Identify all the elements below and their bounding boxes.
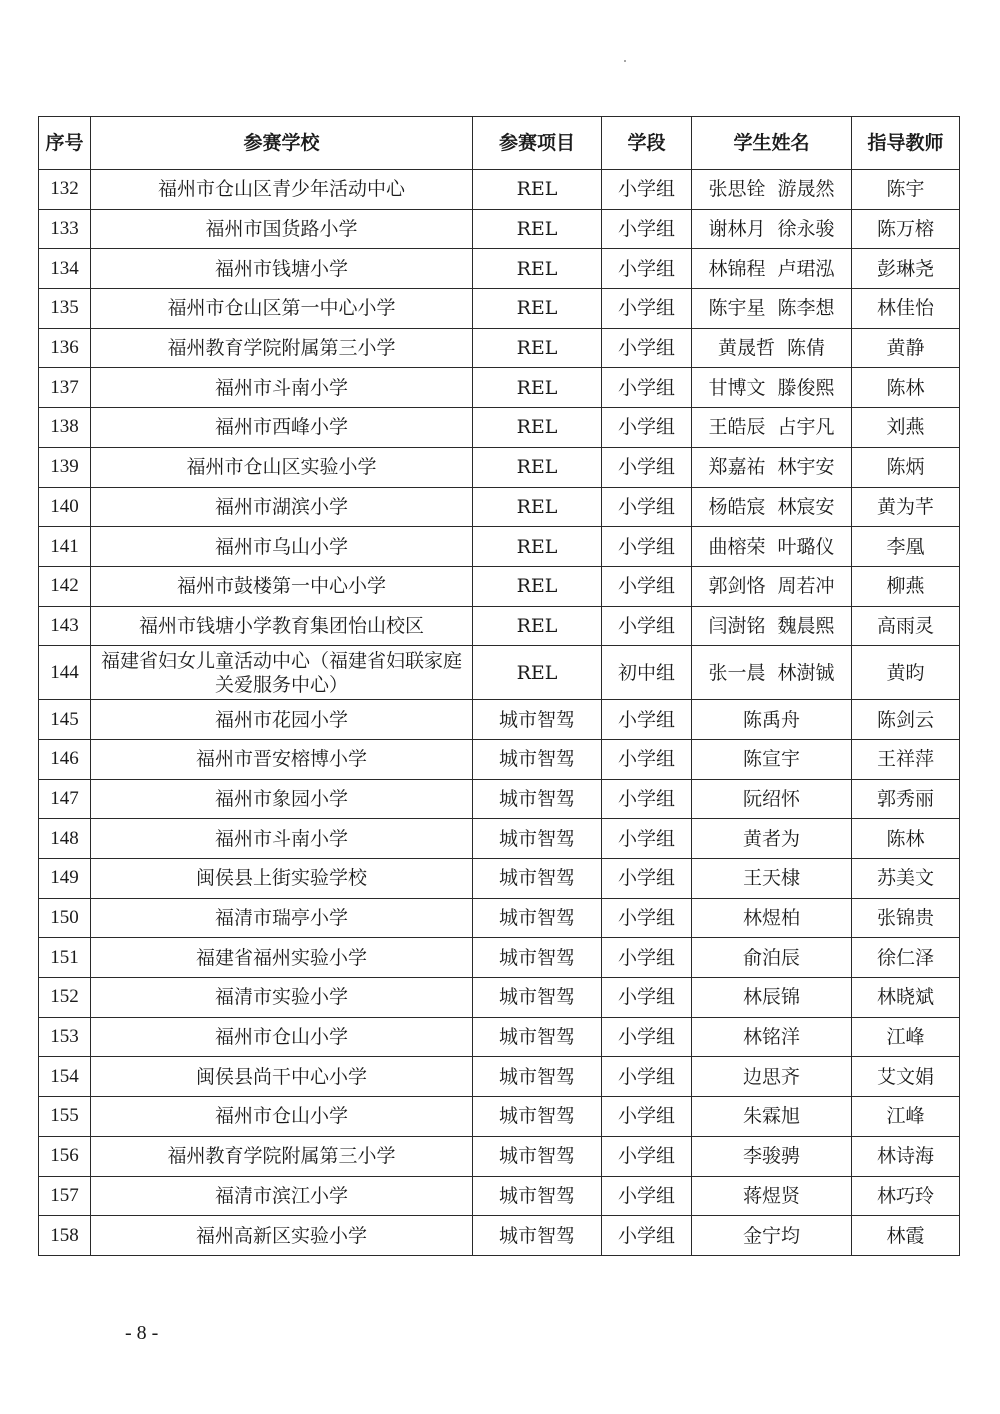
table-row	[39, 368, 960, 408]
cell-teacher: 艾文娟	[852, 1057, 960, 1097]
cell-project: REL	[473, 527, 602, 567]
cell-project: 城市智驾	[473, 1176, 602, 1216]
cell-index: 139	[39, 447, 91, 487]
cell-teacher: 陈万榕	[852, 209, 960, 249]
cell-students: 陈宣宇	[692, 739, 852, 779]
cell-teacher: 陈宇	[852, 170, 960, 210]
cell-stage: 小学组	[602, 1057, 692, 1097]
scan-speck	[624, 60, 626, 62]
table-row	[39, 700, 960, 740]
table-row	[39, 447, 960, 487]
table-row	[39, 170, 960, 210]
cell-index: 133	[39, 209, 91, 249]
table-row	[39, 328, 960, 368]
cell-stage: 小学组	[602, 368, 692, 408]
cell-index: 136	[39, 328, 91, 368]
cell-index: 156	[39, 1136, 91, 1176]
cell-students: 林铭洋	[692, 1017, 852, 1057]
cell-students: 王天棣	[692, 859, 852, 899]
cell-students: 阮绍怀	[692, 779, 852, 819]
cell-project: 城市智驾	[473, 859, 602, 899]
cell-project: REL	[473, 368, 602, 408]
cell-teacher: 陈剑云	[852, 700, 960, 740]
cell-students: 朱霖旭	[692, 1097, 852, 1137]
cell-teacher: 江峰	[852, 1017, 960, 1057]
cell-stage: 小学组	[602, 1216, 692, 1256]
table-row	[39, 566, 960, 606]
cell-students: 林辰锦	[692, 978, 852, 1018]
table-row	[39, 978, 960, 1018]
cell-school: 闽侯县上街实验学校	[91, 859, 473, 899]
cell-school: 福清市实验小学	[91, 978, 473, 1018]
cell-project: 城市智驾	[473, 700, 602, 740]
cell-index: 153	[39, 1017, 91, 1057]
cell-school: 福清市瑞亭小学	[91, 898, 473, 938]
cell-index: 135	[39, 289, 91, 329]
cell-stage: 小学组	[602, 1097, 692, 1137]
header-school: 参赛学校	[91, 117, 473, 170]
cell-index: 144	[39, 646, 91, 700]
cell-students: 陈宇星 陈李想	[692, 289, 852, 329]
cell-project: REL	[473, 646, 602, 700]
cell-school: 福州教育学院附属第三小学	[91, 328, 473, 368]
cell-students: 李骏骋	[692, 1136, 852, 1176]
cell-teacher: 黄静	[852, 328, 960, 368]
cell-school: 福清市滨江小学	[91, 1176, 473, 1216]
cell-school: 福州市象园小学	[91, 779, 473, 819]
cell-stage: 小学组	[602, 1176, 692, 1216]
cell-teacher: 江峰	[852, 1097, 960, 1137]
cell-index: 155	[39, 1097, 91, 1137]
cell-teacher: 林佳怡	[852, 289, 960, 329]
table-row	[39, 646, 960, 700]
cell-students: 曲榕荣 叶璐仪	[692, 527, 852, 567]
cell-teacher: 高雨灵	[852, 606, 960, 646]
cell-school: 福州市钱塘小学	[91, 249, 473, 289]
table-row	[39, 527, 960, 567]
header-teacher: 指导教师	[852, 117, 960, 170]
cell-students: 林锦程 卢珺泓	[692, 249, 852, 289]
cell-stage: 小学组	[602, 566, 692, 606]
cell-school: 福州市乌山小学	[91, 527, 473, 567]
cell-index: 145	[39, 700, 91, 740]
cell-teacher: 林晓斌	[852, 978, 960, 1018]
table-row	[39, 938, 960, 978]
cell-students: 王皓辰 占宇凡	[692, 408, 852, 448]
cell-school: 福州市花园小学	[91, 700, 473, 740]
cell-school: 福州市仓山区第一中心小学	[91, 289, 473, 329]
cell-students: 杨皓宸 林宸安	[692, 487, 852, 527]
table-row	[39, 859, 960, 899]
cell-school: 福州市钱塘小学教育集团怡山校区	[91, 606, 473, 646]
cell-project: 城市智驾	[473, 978, 602, 1018]
cell-index: 152	[39, 978, 91, 1018]
cell-school: 福建省妇女儿童活动中心（福建省妇联家庭关爱服务中心）	[91, 646, 473, 700]
cell-index: 132	[39, 170, 91, 210]
cell-project: 城市智驾	[473, 898, 602, 938]
cell-index: 141	[39, 527, 91, 567]
cell-students: 边思齐	[692, 1057, 852, 1097]
cell-teacher: 李凰	[852, 527, 960, 567]
header-stage: 学段	[602, 117, 692, 170]
cell-school: 福州市西峰小学	[91, 408, 473, 448]
cell-stage: 小学组	[602, 1136, 692, 1176]
cell-school: 福州高新区实验小学	[91, 1216, 473, 1256]
cell-teacher: 林诗海	[852, 1136, 960, 1176]
cell-students: 郭剑恪 周若冲	[692, 566, 852, 606]
cell-school: 福州市斗南小学	[91, 368, 473, 408]
cell-index: 142	[39, 566, 91, 606]
table-row	[39, 408, 960, 448]
cell-index: 138	[39, 408, 91, 448]
cell-school: 福州市仓山区实验小学	[91, 447, 473, 487]
cell-teacher: 柳燕	[852, 566, 960, 606]
cell-stage: 小学组	[602, 606, 692, 646]
table-header-row	[39, 117, 960, 170]
header-students: 学生姓名	[692, 117, 852, 170]
cell-school: 福州市斗南小学	[91, 819, 473, 859]
table-row	[39, 487, 960, 527]
cell-stage: 小学组	[602, 779, 692, 819]
cell-teacher: 黄为芊	[852, 487, 960, 527]
cell-students: 谢林月 徐永骏	[692, 209, 852, 249]
cell-school: 福州市仓山区青少年活动中心	[91, 170, 473, 210]
cell-stage: 小学组	[602, 249, 692, 289]
cell-teacher: 彭琳尧	[852, 249, 960, 289]
cell-project: 城市智驾	[473, 1136, 602, 1176]
cell-project: 城市智驾	[473, 1057, 602, 1097]
cell-students: 黄晟哲 陈倩	[692, 328, 852, 368]
page-number: - 8 -	[125, 1322, 159, 1344]
table-row	[39, 779, 960, 819]
cell-teacher: 郭秀丽	[852, 779, 960, 819]
cell-project: REL	[473, 249, 602, 289]
cell-teacher: 黄昀	[852, 646, 960, 700]
cell-index: 151	[39, 938, 91, 978]
cell-school: 福州市仓山小学	[91, 1097, 473, 1137]
cell-project: 城市智驾	[473, 1017, 602, 1057]
cell-school: 福州市仓山小学	[91, 1017, 473, 1057]
cell-index: 154	[39, 1057, 91, 1097]
cell-teacher: 张锦贵	[852, 898, 960, 938]
cell-teacher: 徐仁泽	[852, 938, 960, 978]
cell-index: 137	[39, 368, 91, 408]
header-index: 序号	[39, 117, 91, 170]
cell-stage: 小学组	[602, 1017, 692, 1057]
table-row	[39, 1136, 960, 1176]
cell-students: 张思铨 游晟然	[692, 170, 852, 210]
cell-students: 郑嘉祐 林宇安	[692, 447, 852, 487]
table-row	[39, 289, 960, 329]
table-row	[39, 819, 960, 859]
cell-project: 城市智驾	[473, 938, 602, 978]
cell-students: 林煜柏	[692, 898, 852, 938]
cell-school: 福州市湖滨小学	[91, 487, 473, 527]
cell-project: 城市智驾	[473, 819, 602, 859]
cell-students: 陈禹舟	[692, 700, 852, 740]
table-row	[39, 1017, 960, 1057]
cell-students: 俞泊辰	[692, 938, 852, 978]
table-row	[39, 739, 960, 779]
cell-index: 150	[39, 898, 91, 938]
cell-project: REL	[473, 447, 602, 487]
cell-school: 福州教育学院附属第三小学	[91, 1136, 473, 1176]
cell-index: 146	[39, 739, 91, 779]
cell-index: 147	[39, 779, 91, 819]
cell-teacher: 陈林	[852, 819, 960, 859]
cell-project: 城市智驾	[473, 1216, 602, 1256]
cell-stage: 小学组	[602, 209, 692, 249]
cell-project: 城市智驾	[473, 779, 602, 819]
cell-stage: 小学组	[602, 898, 692, 938]
cell-stage: 小学组	[602, 978, 692, 1018]
cell-project: 城市智驾	[473, 1097, 602, 1137]
cell-students: 闫澍铭 魏晨熙	[692, 606, 852, 646]
cell-stage: 小学组	[602, 328, 692, 368]
cell-stage: 小学组	[602, 700, 692, 740]
cell-teacher: 陈林	[852, 368, 960, 408]
cell-project: REL	[473, 408, 602, 448]
header-project: 参赛项目	[473, 117, 602, 170]
cell-teacher: 苏美文	[852, 859, 960, 899]
cell-stage: 小学组	[602, 739, 692, 779]
cell-teacher: 陈炳	[852, 447, 960, 487]
cell-stage: 小学组	[602, 938, 692, 978]
cell-stage: 小学组	[602, 859, 692, 899]
table-row	[39, 1176, 960, 1216]
cell-project: REL	[473, 170, 602, 210]
cell-stage: 小学组	[602, 527, 692, 567]
cell-index: 157	[39, 1176, 91, 1216]
cell-stage: 小学组	[602, 170, 692, 210]
cell-students: 蒋煜贤	[692, 1176, 852, 1216]
cell-index: 143	[39, 606, 91, 646]
cell-school: 福建省福州实验小学	[91, 938, 473, 978]
cell-index: 140	[39, 487, 91, 527]
cell-project: REL	[473, 487, 602, 527]
cell-stage: 初中组	[602, 646, 692, 700]
cell-project: REL	[473, 289, 602, 329]
cell-stage: 小学组	[602, 289, 692, 329]
cell-stage: 小学组	[602, 408, 692, 448]
cell-school: 福州市国货路小学	[91, 209, 473, 249]
participants-table	[38, 116, 960, 1256]
cell-students: 金宁均	[692, 1216, 852, 1256]
cell-teacher: 王祥萍	[852, 739, 960, 779]
cell-students: 甘博文 滕俊熙	[692, 368, 852, 408]
cell-stage: 小学组	[602, 447, 692, 487]
table-row	[39, 209, 960, 249]
cell-students: 张一晨 林澍铖	[692, 646, 852, 700]
cell-teacher: 林巧玲	[852, 1176, 960, 1216]
table-row	[39, 1216, 960, 1256]
cell-stage: 小学组	[602, 487, 692, 527]
cell-school: 福州市鼓楼第一中心小学	[91, 566, 473, 606]
cell-school: 闽侯县尚干中心小学	[91, 1057, 473, 1097]
cell-index: 148	[39, 819, 91, 859]
table-row	[39, 1097, 960, 1137]
cell-project: REL	[473, 209, 602, 249]
cell-teacher: 刘燕	[852, 408, 960, 448]
cell-school: 福州市晋安榕博小学	[91, 739, 473, 779]
cell-project: 城市智驾	[473, 739, 602, 779]
cell-index: 134	[39, 249, 91, 289]
cell-project: REL	[473, 566, 602, 606]
table-row	[39, 1057, 960, 1097]
cell-index: 158	[39, 1216, 91, 1256]
cell-stage: 小学组	[602, 819, 692, 859]
table-row	[39, 898, 960, 938]
cell-project: REL	[473, 328, 602, 368]
cell-project: REL	[473, 606, 602, 646]
table-row	[39, 606, 960, 646]
table-row	[39, 249, 960, 289]
cell-index: 149	[39, 859, 91, 899]
cell-teacher: 林霞	[852, 1216, 960, 1256]
cell-students: 黄者为	[692, 819, 852, 859]
